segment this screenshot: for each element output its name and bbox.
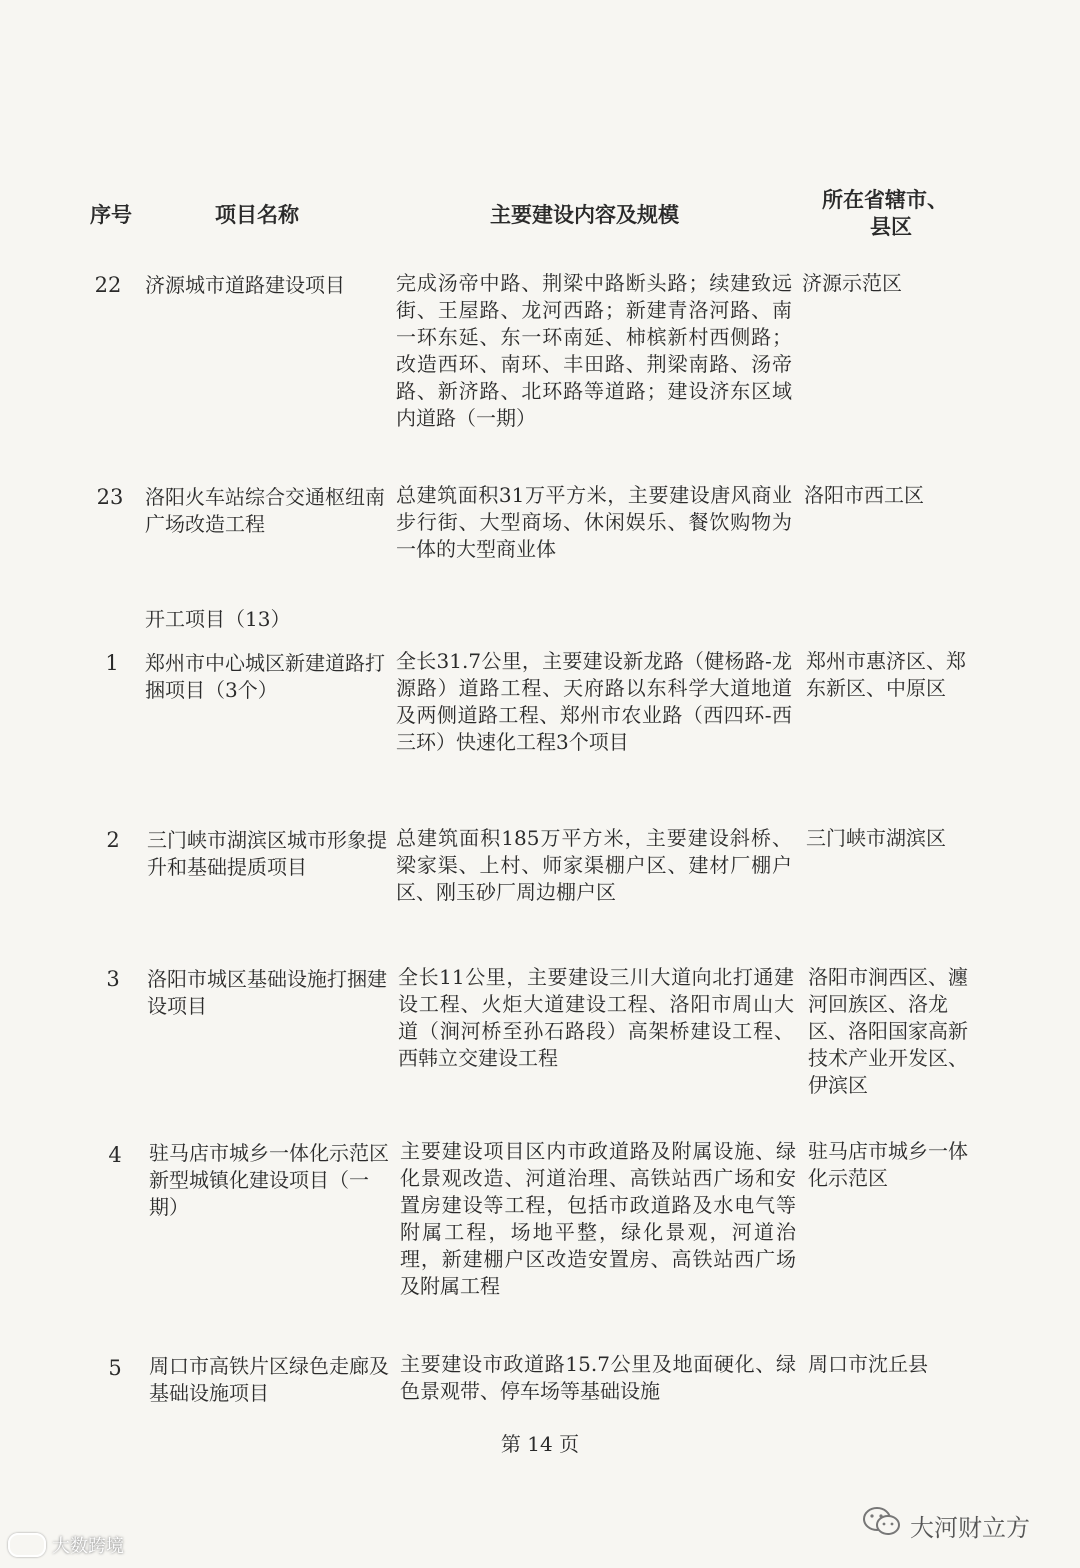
- row-name: 郑州市中心城区新建道路打捆项目（3个）: [145, 651, 385, 702]
- page-number: 第 14 页: [500, 1432, 580, 1456]
- row-name: 周口市高铁片区绿色走廊及基础设施项目: [149, 1354, 389, 1405]
- header-name: 项目名称: [215, 202, 299, 227]
- header-seq: 序号: [90, 202, 132, 227]
- row-content: 完成汤帝中路、荆梁中路断头路；续建致远街、王屋路、龙河西路；新建青洛河路、南一环东延、东一环南延、柿槟新村西侧路；改造西环、南环、丰田路、荆梁南路、汤帝路、新济路、北环路等道路；建设济东区域内道路（一期）: [396, 271, 792, 430]
- brand-logo-icon: [8, 1533, 46, 1557]
- row-location: 驻马店市城乡一体化示范区: [808, 1139, 968, 1190]
- header-location-line1: 所在省辖市、: [822, 187, 948, 212]
- header-location-line2: 县区: [870, 214, 912, 239]
- row-name: 驻马店市城乡一体化示范区新型城镇化建设项目（一期）: [149, 1141, 389, 1219]
- watermark-left-text: 大数跨境: [52, 1536, 124, 1557]
- row-content: 总建筑面积31万平方米，主要建设唐风商业步行街、大型商场、休闲娱乐、餐饮购物为一体的大型商业体: [396, 483, 792, 561]
- row-seq: 3: [106, 967, 120, 991]
- watermark-left: [8, 1532, 124, 1558]
- row-seq: 2: [106, 828, 120, 852]
- watermark-right: [862, 1505, 1030, 1545]
- row-name: 三门峡市湖滨区城市形象提升和基础提质项目: [147, 828, 387, 879]
- row-content: 全长11公里，主要建设三川大道向北打通建设工程、火炬大道建设工程、洛阳市周山大道（涧河桥至孙石路段）高架桥建设工程、西韩立交建设工程: [398, 965, 794, 1070]
- section-title: 开工项目（13）: [145, 607, 291, 631]
- row-seq: 5: [108, 1356, 122, 1380]
- row-location: 洛阳市西工区: [804, 483, 924, 507]
- row-seq: 23: [96, 485, 124, 509]
- row-location: 济源示范区: [802, 271, 902, 295]
- row-location: 三门峡市湖滨区: [806, 826, 946, 850]
- header-content: 主要建设内容及规模: [490, 202, 679, 227]
- wechat-icon: [862, 1505, 902, 1545]
- row-location: 周口市沈丘县: [808, 1352, 928, 1376]
- watermark-right-text: 大河财立方: [910, 1513, 1030, 1542]
- row-location: 洛阳市涧西区、瀍河回族区、洛龙区、洛阳国家高新技术产业开发区、伊滨区: [808, 965, 968, 1097]
- row-seq: 4: [108, 1143, 122, 1167]
- row-seq: 1: [105, 651, 119, 675]
- row-content: 全长31.7公里，主要建设新龙路（健杨路-龙源路）道路工程、天府路以东科学大道地道及两侧道路工程、郑州市农业路（西四环-西三环）快速化工程3个项目: [396, 649, 792, 754]
- row-content: 主要建设项目区内市政道路及附属设施、绿化景观改造、河道治理、高铁站西广场和安置房建设等工程，包括市政道路及水电气等附属工程，场地平整，绿化景观，河道治理，新建棚户区改造安置房、高铁站西广场及附属工程: [400, 1139, 796, 1298]
- row-seq: 22: [94, 273, 122, 297]
- row-name: 济源城市道路建设项目: [145, 273, 345, 297]
- row-location: 郑州市惠济区、郑东新区、中原区: [806, 649, 966, 700]
- row-name: 洛阳市城区基础设施打捆建设项目: [147, 967, 387, 1018]
- row-content: 主要建设市政道路15.7公里及地面硬化、绿色景观带、停车场等基础设施: [400, 1352, 796, 1403]
- row-content: 总建筑面积185万平方米，主要建设斜桥、梁家渠、上村、师家渠棚户区、建材厂棚户区、刚玉砂厂周边棚户区: [396, 826, 792, 904]
- row-name: 洛阳火车站综合交通枢纽南广场改造工程: [145, 485, 385, 536]
